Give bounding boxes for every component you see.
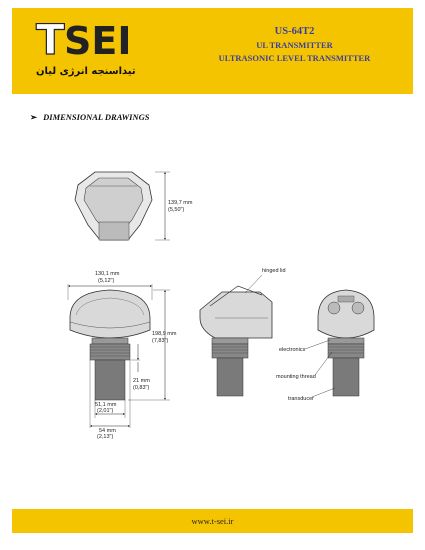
dim-top-height-in: (5,50")	[168, 207, 185, 213]
label-electronics: electronics	[279, 347, 306, 353]
dim-thread-length: 21 mm	[133, 378, 150, 384]
bullet-arrow-icon: ➢	[30, 112, 38, 122]
label-mounting-thread: mounting thread	[276, 374, 316, 380]
dim-front-width-in: (5,12")	[98, 278, 115, 284]
product-description: ULTRASONIC LEVEL TRANSMITTER	[218, 53, 371, 63]
footer-url[interactable]: www.t-sei.ir	[191, 516, 234, 526]
dim-inner-dia: 51,1 mm	[95, 402, 117, 408]
svg-text:T: T	[36, 15, 65, 62]
product-model: US-64T2	[274, 26, 315, 37]
thread	[90, 344, 130, 360]
dim-front-width: 130,1 mm	[95, 271, 120, 277]
dim-inner-dia-in: (2,01")	[97, 408, 114, 414]
dim-outer-dia: 54 mm	[99, 428, 116, 434]
top-view	[75, 172, 193, 240]
footer-banner	[12, 509, 413, 533]
label-hinged-lid: hinged lid	[262, 268, 286, 274]
front-view	[68, 271, 177, 440]
section-title: DIMENSIONAL DRAWINGS	[43, 112, 150, 122]
side-view	[200, 268, 286, 396]
svg-text:SEI: SEI	[64, 19, 132, 62]
dim-top-height: 139,7 mm	[168, 200, 193, 206]
dim-outer-dia-in: (2,13")	[97, 434, 114, 440]
dim-thread-length-in: (0,83")	[133, 385, 150, 391]
dim-front-height-in: (7,83")	[152, 338, 169, 344]
label-transducer: transducer	[288, 396, 314, 402]
product-subtitle: UL TRANSMITTER	[256, 40, 333, 50]
rear-view	[276, 290, 374, 402]
dim-front-height: 198,9 mm	[152, 331, 177, 337]
logo-subtitle: تیداسنجه انرژی لیان	[36, 66, 136, 77]
